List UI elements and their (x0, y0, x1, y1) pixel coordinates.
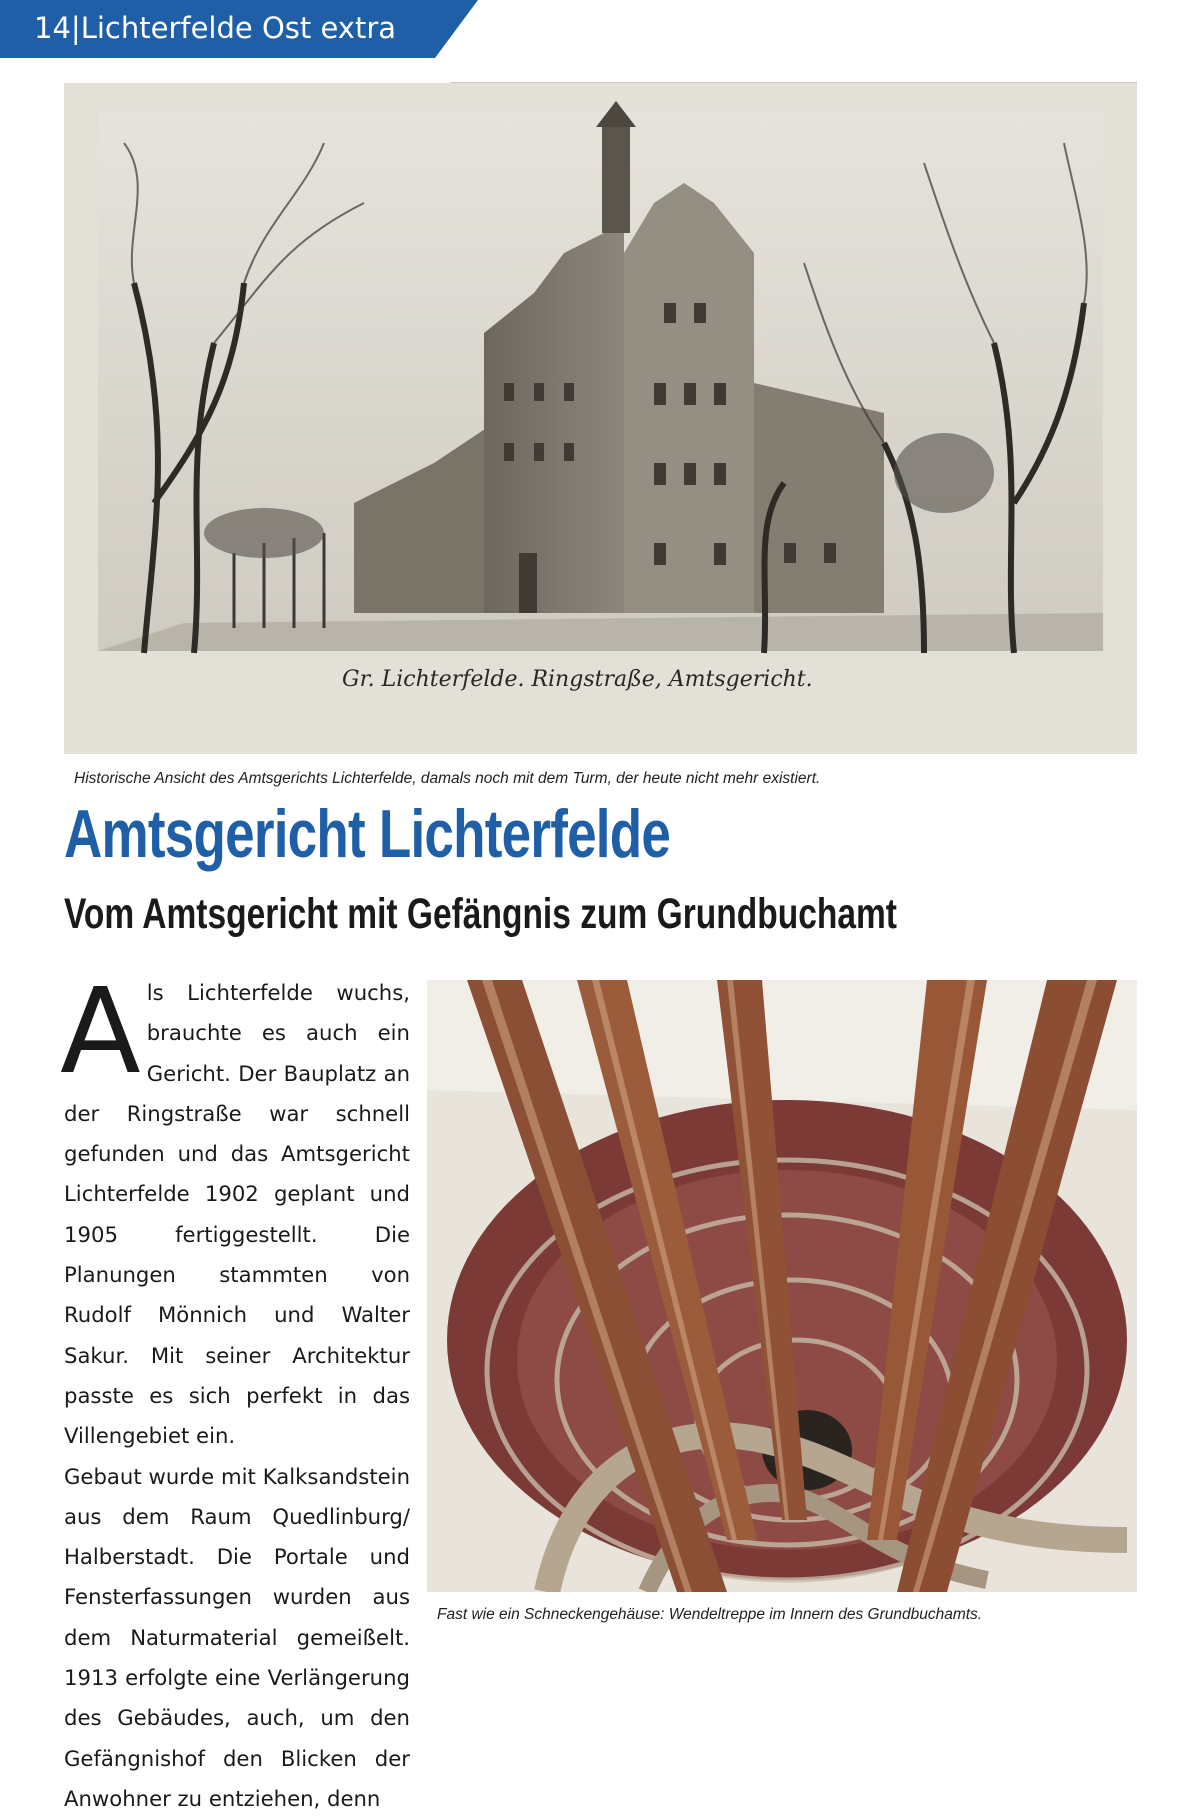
historic-postcard-photo (64, 83, 1137, 754)
postcard-inscription: Gr. Lichterfelde. Ringstraße, Amtsgericht. (342, 667, 813, 692)
stair-photo-caption: Fast wie ein Schneckengehäuse: Wendeltreppe im Innern des Grundbuchamts. (437, 1606, 983, 1623)
article-subtitle: Vom Amtsgericht mit Gefängnis zum Grundbuchamt (64, 890, 897, 938)
page-number: 14 (34, 11, 71, 45)
article-title: Amtsgericht Lichterfelde (64, 796, 671, 872)
header-separator: | (70, 11, 81, 45)
spiral-staircase-photo (427, 980, 1137, 1592)
article-body (60, 962, 410, 1819)
section-name: Lichterfelde Ost extra (80, 11, 397, 45)
section-header (34, 11, 396, 45)
postcard-illustration (64, 83, 1137, 754)
article-paragraph-1 (60, 962, 410, 1457)
article-paragraph-2: Gebaut wurde mit Kalksandstein aus dem Raum Quedlinburg/ Halberstadt. Die Portale und Fensterfassungen wurden aus dem Naturmaterial gemeißelt. 1913 erfolgte eine Verlängerung des Gebäudes, auch, um den Gefängnishof den Blicken der Anwohner zu entziehen, denn (64, 1463, 410, 1811)
paragraph-1-text: ls Lichterfelde wuchs, brauchte es auch ein Gericht. Der Bauplatz an der Ringstraße war schnell gefunden und das Amtsgericht Lichterfelde 1902 geplant und 1905 fertiggestellt. Die Planungen stammten von Rudolf Mönnich und Walter Sakur. Mit seiner Architektur passte es sich perfekt in das Villengebiet ein. (64, 980, 410, 1449)
drop-cap: A (60, 962, 141, 1100)
staircase-illustration (427, 980, 1137, 1592)
top-photo-caption: Historische Ansicht des Amtsgerichts Lichterfelde, damals noch mit dem Turm, der heute nicht mehr existiert. (74, 770, 821, 787)
